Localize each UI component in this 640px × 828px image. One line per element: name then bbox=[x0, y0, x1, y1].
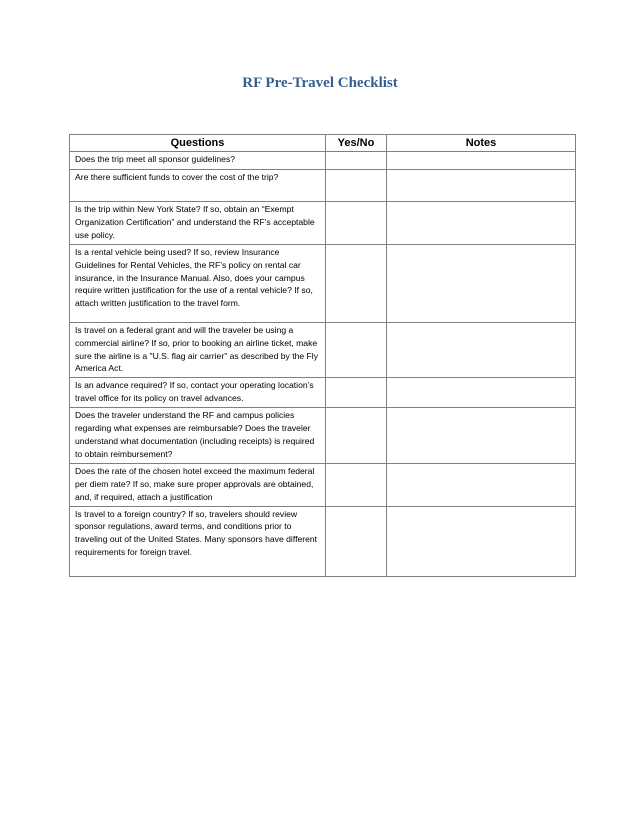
table-row bbox=[70, 170, 576, 202]
question-cell: Is the trip within New York State? If so, obtain an “Exempt Organization Certification” and understand the RF’s acceptable use policy. bbox=[70, 202, 326, 245]
notes-cell[interactable] bbox=[387, 506, 576, 576]
table-row bbox=[70, 408, 576, 464]
question-cell: Is a rental vehicle being used? If so, review Insurance Guidelines for Rental Vehicles, the RF’s policy on rental car insurance, in the Insurance Manual. Also, does your campus require written justification for the use of a rental vehicle? If so, attach written justification to the travel form. bbox=[70, 244, 326, 322]
table-row bbox=[70, 322, 576, 378]
yes-no-cell[interactable] bbox=[326, 408, 387, 464]
question-cell: Is travel to a foreign country? If so, travelers should review sponsor regulations, award terms, and conditions prior to traveling out of the United States. Many sponsors have different requirements for foreign travel. bbox=[70, 506, 326, 576]
question-cell: Does the trip meet all sponsor guidelines? bbox=[70, 152, 326, 170]
table-row bbox=[70, 244, 576, 322]
notes-cell[interactable] bbox=[387, 378, 576, 408]
header-notes: Notes bbox=[387, 135, 576, 152]
table-row bbox=[70, 152, 576, 170]
table-row bbox=[70, 463, 576, 506]
checklist-table bbox=[69, 134, 576, 577]
question-cell: Is travel on a federal grant and will the traveler be using a commercial airline? If so, prior to booking an airline ticket, make sure the airline is a "U.S. flag air carrier" as described by the Fly America Act. bbox=[70, 322, 326, 378]
header-yes-no: Yes/No bbox=[326, 135, 387, 152]
yes-no-cell[interactable] bbox=[326, 170, 387, 202]
notes-cell[interactable] bbox=[387, 408, 576, 464]
notes-cell[interactable] bbox=[387, 170, 576, 202]
table-row bbox=[70, 202, 576, 245]
yes-no-cell[interactable] bbox=[326, 463, 387, 506]
header-questions: Questions bbox=[70, 135, 326, 152]
notes-cell[interactable] bbox=[387, 244, 576, 322]
notes-cell[interactable] bbox=[387, 322, 576, 378]
question-cell: Does the traveler understand the RF and campus policies regarding what expenses are reimbursable? Does the traveler understand what documentation (including receipts) is required to obtain reimbursement? bbox=[70, 408, 326, 464]
question-cell: Does the rate of the chosen hotel exceed the maximum federal per diem rate? If so, make sure proper approvals are obtained, and, if required, attach a justification bbox=[70, 463, 326, 506]
yes-no-cell[interactable] bbox=[326, 152, 387, 170]
header-row bbox=[70, 135, 576, 152]
question-cell: Is an advance required? If so, contact your operating location’s travel office for its policy on travel advances. bbox=[70, 378, 326, 408]
yes-no-cell[interactable] bbox=[326, 244, 387, 322]
notes-cell[interactable] bbox=[387, 202, 576, 245]
notes-cell[interactable] bbox=[387, 152, 576, 170]
table-row bbox=[70, 506, 576, 576]
question-cell: Are there sufficient funds to cover the cost of the trip? bbox=[70, 170, 326, 202]
yes-no-cell[interactable] bbox=[326, 322, 387, 378]
yes-no-cell[interactable] bbox=[326, 202, 387, 245]
yes-no-cell[interactable] bbox=[326, 378, 387, 408]
table-row bbox=[70, 378, 576, 408]
notes-cell[interactable] bbox=[387, 463, 576, 506]
yes-no-cell[interactable] bbox=[326, 506, 387, 576]
page-title: RF Pre-Travel Checklist bbox=[242, 75, 398, 91]
